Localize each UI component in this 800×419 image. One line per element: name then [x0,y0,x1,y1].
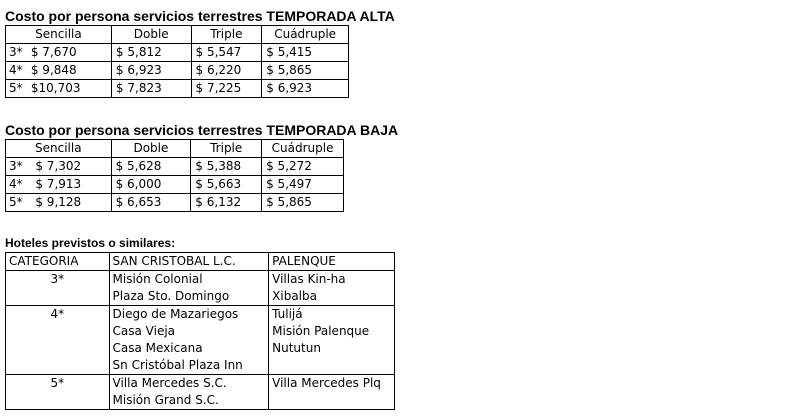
table-row [6,158,344,176]
hotel-name: Casa Mexicana [112,341,203,355]
doble-cell: $ 5,628 [111,158,191,176]
hotel-name: Misión Palenque [272,324,370,338]
triple-cell: $ 5,547 [191,44,262,62]
table-row [6,375,395,410]
category-cell: 3* [6,271,110,306]
hotels-table [5,252,395,410]
triple-cell: $ 5,388 [191,158,262,176]
hotel-name: Plaza Sto. Domingo [112,289,230,303]
category-cell: 5* [6,80,31,98]
doble-cell: $ 6,653 [111,194,191,212]
triple-cell: $ 7,225 [191,80,262,98]
cuadruple-cell: $ 5,865 [262,62,349,80]
hotel-name: Sn Cristóbal Plaza Inn [112,358,243,372]
category-cell: 3* [6,44,31,62]
san-cristobal-hotels [109,375,269,410]
triple-cell: $ 6,132 [191,194,262,212]
header-categoria: CATEGORIA [6,253,110,271]
palenque-hotels [269,306,395,375]
palenque-hotels [269,271,395,306]
sencilla-cell: $ 9,848 [31,62,112,80]
sencilla-cell: $10,703 [31,80,112,98]
header-triple: Triple [191,26,262,44]
cuadruple-cell: $ 5,415 [262,44,349,62]
hotel-name: Villa Mercedes Plq [272,376,381,390]
doble-cell: $ 6,000 [111,176,191,194]
san-cristobal-hotels [109,306,269,375]
triple-cell: $ 5,663 [191,176,262,194]
header-doble: Doble [111,140,191,158]
table-row [6,80,349,98]
hotel-name: Villas Kin-ha [272,272,346,286]
header-sencilla: Sencilla [6,26,112,44]
category-cell: 3* [6,158,36,176]
table-header-row [6,253,395,271]
header-triple: Triple [191,140,262,158]
category-cell: 5* [6,375,110,410]
hotel-name: Xibalba [272,289,317,303]
table-row [6,44,349,62]
sencilla-cell: $ 7,302 [35,158,111,176]
header-san-cristobal: SAN CRISTOBAL L.C. [109,253,269,271]
hotel-name: Casa Vieja [112,324,176,338]
hotel-name: Villa Mercedes S.C. [112,376,227,390]
category-cell: 4* [6,176,36,194]
alta-title: Costo por persona servicios terrestres TEMPORADA ALTA [5,8,395,24]
hotel-name: Nututun [272,341,321,355]
doble-cell: $ 5,812 [111,44,191,62]
alta-price-table [5,25,349,98]
header-sencilla: Sencilla [6,140,112,158]
hotel-name: Tulijá [272,307,303,321]
category-cell: 4* [6,62,31,80]
header-cuadruple: Cuádruple [262,26,349,44]
triple-cell: $ 6,220 [191,62,262,80]
san-cristobal-hotels [109,271,269,306]
table-row [6,62,349,80]
table-header-row [6,140,344,158]
table-row [6,176,344,194]
table-row [6,271,395,306]
hotels-title: Hoteles previstos o similares: [5,236,176,250]
header-cuadruple: Cuádruple [262,140,344,158]
header-palenque: PALENQUE [269,253,395,271]
cuadruple-cell: $ 5,865 [262,194,344,212]
baja-price-table [5,139,344,212]
hotel-name: Misión Grand S.C. [112,393,219,407]
table-header-row [6,26,349,44]
hotel-name: Misión Colonial [112,272,203,286]
doble-cell: $ 7,823 [111,80,191,98]
cuadruple-cell: $ 5,272 [262,158,344,176]
doble-cell: $ 6,923 [111,62,191,80]
cuadruple-cell: $ 5,497 [262,176,344,194]
category-cell: 4* [6,306,110,375]
category-cell: 5* [6,194,36,212]
sencilla-cell: $ 9,128 [35,194,111,212]
table-row [6,194,344,212]
baja-title: Costo por persona servicios terrestres TEMPORADA BAJA [5,122,399,138]
cuadruple-cell: $ 6,923 [262,80,349,98]
hotel-name: Diego de Mazariegos [112,307,239,321]
sencilla-cell: $ 7,670 [31,44,112,62]
sencilla-cell: $ 7,913 [35,176,111,194]
palenque-hotels [269,375,395,410]
header-doble: Doble [111,26,191,44]
table-row [6,306,395,375]
